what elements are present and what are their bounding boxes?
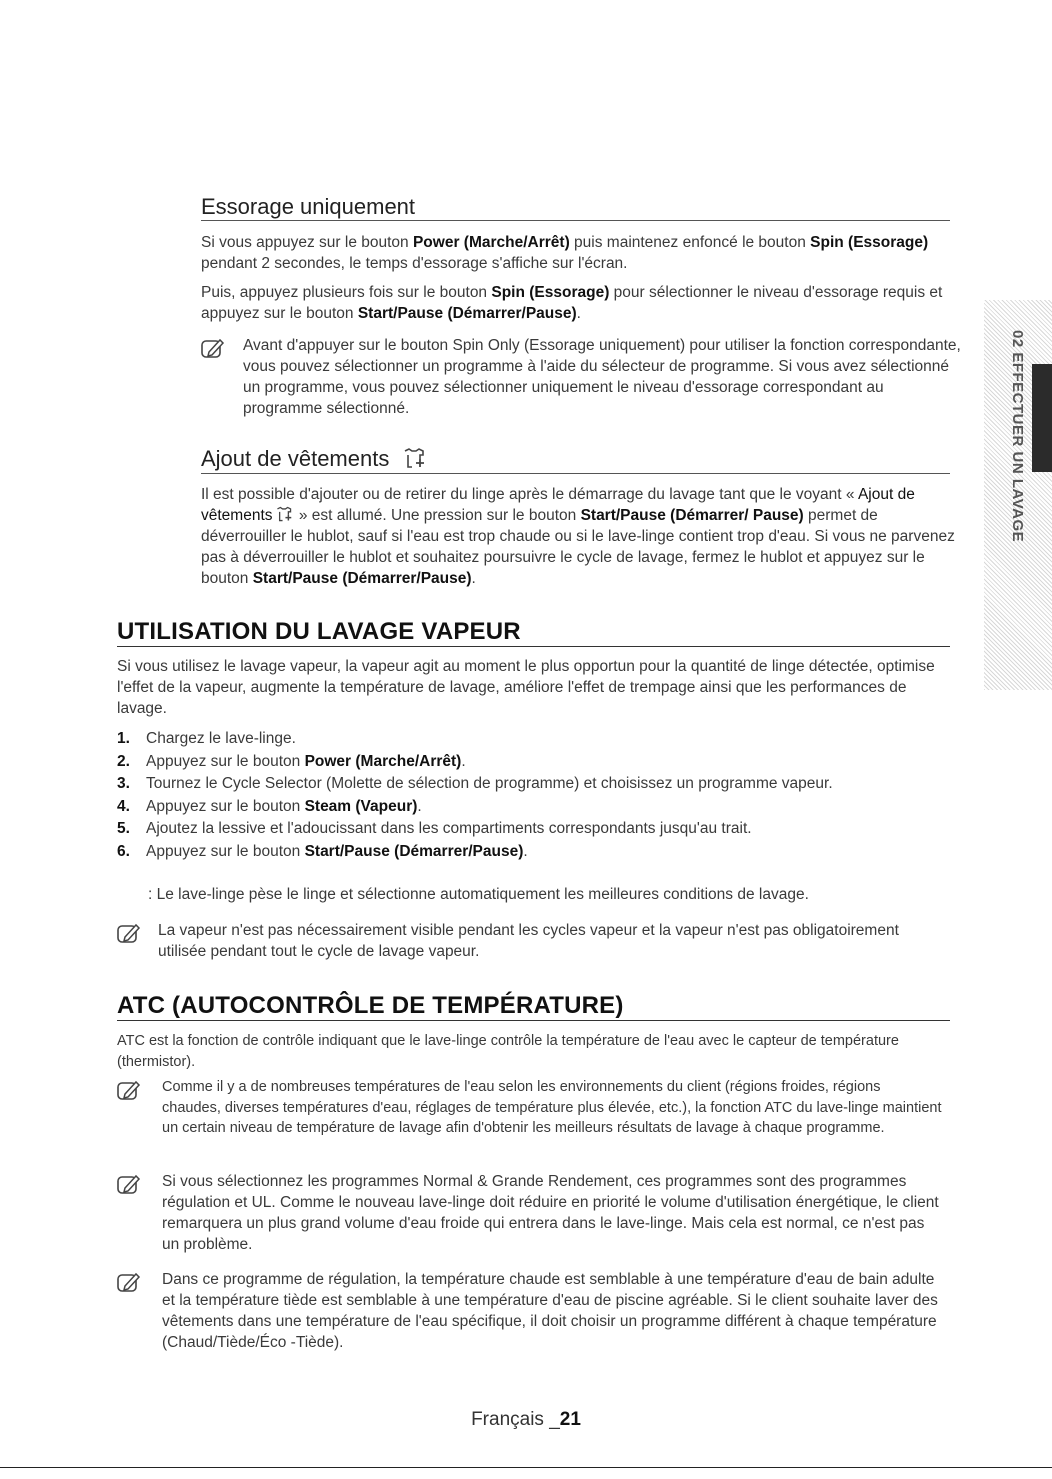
step-item bbox=[117, 841, 957, 864]
emphasis: Start/Pause (Démarrer/Pause) bbox=[304, 842, 524, 860]
step6-result: : Le lave-linge pèse le linge et sélectionne automatiquement les meilleures conditions de lavage. bbox=[148, 886, 809, 903]
emphasis: Power (Marche/Arrêt) bbox=[412, 234, 570, 251]
heading-rule bbox=[117, 1020, 950, 1021]
text-run: Il est possible d'ajouter ou de retirer du linge après le démarrage du lavage tant que le voyant « bbox=[201, 486, 858, 503]
heading-rule bbox=[117, 646, 950, 647]
emphasis: Spin (Essorage) bbox=[810, 234, 929, 251]
emphasis: Spin (Essorage) bbox=[491, 284, 610, 301]
step-number: 1. bbox=[117, 730, 130, 747]
note-icon bbox=[117, 1173, 141, 1195]
atc-note-1 bbox=[117, 1077, 947, 1163]
chapter-tab-text: 02 EFFECTUER UN LAVAGE bbox=[1009, 330, 1026, 543]
text-run: pendant 2 secondes, le temps d'essorage s'affiche sur l'écran. bbox=[201, 255, 628, 272]
essorage-paragraph-1 bbox=[201, 232, 956, 274]
footer-separator: _ bbox=[543, 1409, 560, 1430]
heading-vapeur: UTILISATION DU LAVAGE VAPEUR bbox=[117, 618, 521, 645]
heading-atc: ATC (AUTOCONTRÔLE DE TEMPÉRATURE) bbox=[117, 992, 624, 1019]
note-text: Avant d'appuyer sur le bouton Spin Only (Essorage uniquement) pour utiliser la fonction correspondante, vous pouvez sélectionner un programme à l'aide du sélecteur de programme. Si vous avez sélectionné un programme, vous pouvez sélectionner uniquement le niveau d'essorage correspondant au programme sélectionné. bbox=[243, 337, 961, 417]
step-item bbox=[117, 728, 957, 751]
text-run: Tournez le Cycle Selector (Molette de sélection de programme) et choisissez un programme vapeur. bbox=[146, 775, 833, 792]
step-item bbox=[117, 796, 957, 819]
text-run: . bbox=[523, 842, 528, 860]
note-icon bbox=[117, 1079, 141, 1101]
step-item bbox=[117, 773, 957, 796]
note-icon bbox=[117, 1271, 141, 1293]
step-number: 6. bbox=[117, 842, 130, 860]
page-number: 21 bbox=[559, 1409, 581, 1430]
text-run: puis maintenez enfoncé le bouton bbox=[569, 234, 811, 251]
text-run: Appuyez sur le bouton bbox=[146, 752, 305, 770]
text-run: Si vous appuyez sur le bouton bbox=[201, 234, 413, 251]
step-number: 3. bbox=[117, 775, 130, 792]
atc-intro: ATC est la fonction de contrôle indiquant que le lave-linge contrôle la température de l'eau avec le capteur de température (thermistor). bbox=[117, 1033, 899, 1070]
note-text: Dans ce programme de régulation, la température chaude est semblable à une température d'eau de bain adulte et la température tiède est semblable à une température d'eau de piscine agréable. Si le client souhaite laver des vêtements dans une température de l'eau spécifique, il doit choisir un programme différent à chaque température (Chaud/Tiède/Éco -Tiède). bbox=[162, 1271, 938, 1351]
essorage-paragraph-2 bbox=[201, 282, 956, 324]
essorage-note bbox=[201, 335, 961, 423]
note-text: La vapeur n'est pas nécessairement visible pendant les cycles vapeur et la vapeur n'est pas obligatoirement utilisée pendant tout le cycle de lavage vapeur. bbox=[158, 922, 899, 960]
text-run: pour sélectionner le niveau d'essorage requis et appuyez sur le bouton bbox=[201, 284, 943, 322]
vapeur-steps bbox=[117, 728, 957, 863]
text-run: . bbox=[576, 305, 581, 322]
vapeur-intro: Si vous utilisez le lavage vapeur, la vapeur agit au moment le plus opportun pour la quantité de linge détectée, optimise l'effet de la vapeur, augmente la température de lavage, améliore l'effet de trempage ainsi que les performances de lavage. bbox=[117, 658, 935, 717]
add-garment-icon bbox=[276, 506, 292, 522]
text-run: Puis, appuyez plusieurs fois sur le bouton bbox=[201, 284, 492, 301]
note-icon bbox=[117, 922, 141, 944]
footer-language: Français bbox=[471, 1409, 544, 1430]
text-run: permet de déverrouiller le hublot, sauf si l'eau est trop chaude ou si le lave-linge contient trop d'eau. Si vous ne parvenez pas à déverrouiller le hublot et souhaitez poursuivre le cycle de lavage, fermez le hublot et appuyez sur le bouton bbox=[201, 507, 955, 587]
heading-ajout-text: Ajout de vêtements bbox=[201, 446, 390, 471]
note-icon bbox=[201, 337, 225, 359]
add-garment-icon bbox=[403, 447, 425, 469]
chapter-tab-label bbox=[1010, 330, 1026, 550]
note-text: Si vous sélectionnez les programmes Normal & Grande Rendement, ces programmes sont des programmes régulation et UL. Comme le nouveau lave-linge doit réduire en priorité le volume d'utilisation énergétique, le client remarquera un plus grand volume d'eau froide qui entrera dans le lave-linge. Mais cela est normal, ce n'est pas un problème. bbox=[162, 1173, 939, 1253]
text-run: Appuyez sur le bouton bbox=[146, 842, 305, 860]
heading-rule bbox=[201, 220, 950, 221]
vapeur-note bbox=[117, 920, 947, 966]
text-run: . bbox=[471, 570, 476, 587]
step-number: 5. bbox=[117, 820, 130, 837]
heading-essorage: Essorage uniquement bbox=[201, 194, 416, 219]
emphasis: Start/Pause (Démarrer/Pause) bbox=[252, 570, 472, 587]
text-run: Chargez le lave-linge. bbox=[146, 730, 296, 747]
heading-ajout bbox=[201, 446, 425, 472]
text-run: Appuyez sur le bouton bbox=[146, 797, 305, 815]
note-text: Comme il y a de nombreuses températures de l'eau selon les environnements du client (régions froides, régions chaudes, diverses températures d'eau, réglages de température plus élevée, etc.), la fonction ATC du lave-linge maintient un certain niveau de température de lavage afin d'obtenir les meilleurs résultats de lavage à chaque programme. bbox=[162, 1079, 942, 1136]
step-number: 2. bbox=[117, 752, 130, 770]
text-run: . bbox=[461, 752, 466, 770]
heading-rule bbox=[201, 473, 950, 474]
step-item bbox=[117, 818, 957, 841]
text-run: » est allumé. Une pression sur le bouton bbox=[294, 507, 581, 524]
emphasis: Power (Marche/Arrêt) bbox=[304, 752, 462, 770]
atc-note-3 bbox=[117, 1269, 947, 1355]
text-run: Ajoutez la lessive et l'adoucissant dans les compartiments correspondants jusqu'au trait. bbox=[146, 820, 752, 837]
text-run: . bbox=[417, 797, 422, 815]
chapter-tab-marker bbox=[1032, 364, 1052, 472]
emphasis: Steam (Vapeur) bbox=[304, 797, 418, 815]
emphasis: Start/Pause (Démarrer/ Pause) bbox=[580, 507, 804, 524]
ajout-paragraph bbox=[201, 484, 956, 589]
step-number: 4. bbox=[117, 797, 130, 815]
step-item bbox=[117, 751, 957, 774]
atc-note-2 bbox=[117, 1171, 947, 1257]
bottom-rule bbox=[0, 1467, 1052, 1468]
emphasis: Start/Pause (Démarrer/Pause) bbox=[357, 305, 577, 322]
page-footer bbox=[0, 1409, 1052, 1431]
indicator-name: Ajout de vêtements bbox=[201, 486, 915, 524]
